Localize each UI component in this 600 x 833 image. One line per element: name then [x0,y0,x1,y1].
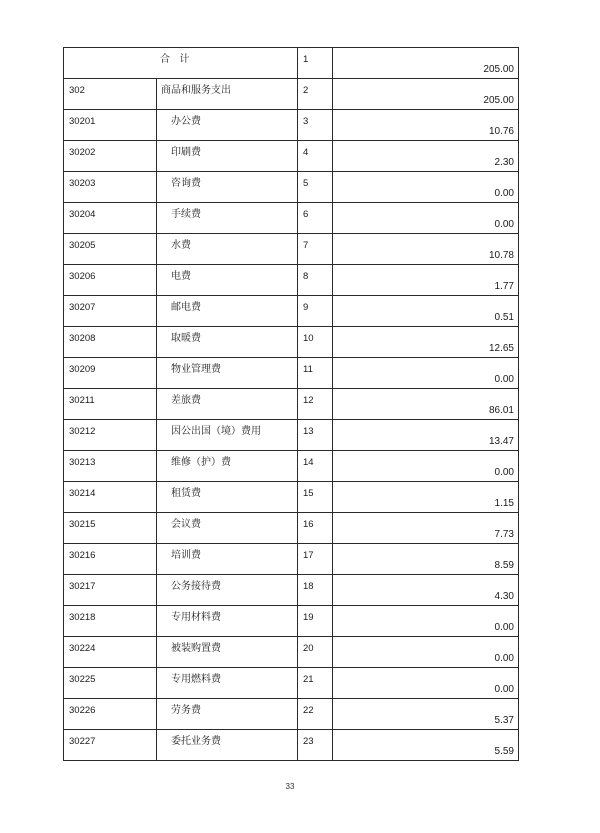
table-row [64,110,519,141]
table-row [64,606,519,637]
expense-item-name: 电费 [171,271,191,282]
line-number-cell [298,389,333,420]
table-row [64,296,519,327]
line-number: 2 [303,85,309,96]
account-code-cell [64,513,157,544]
expense-item-cell [157,203,298,234]
amount-cell [333,234,519,265]
account-code: 30217 [69,581,96,592]
amount-cell [333,637,519,668]
expenditure-table [63,47,519,761]
account-code: 30208 [69,333,96,344]
amount-value: 0.00 [494,622,514,633]
total-amount: 205.00 [483,64,514,75]
expense-item-name: 被装购置费 [171,643,221,654]
account-code: 30212 [69,426,96,437]
expense-item-cell [157,110,298,141]
page-number: 33 [285,782,295,791]
account-code-cell [64,203,157,234]
account-code: 30227 [69,736,96,747]
account-code: 30201 [69,116,96,127]
table-row [64,451,519,482]
amount-cell [333,699,519,730]
amount-cell [333,513,519,544]
expense-item-cell [157,699,298,730]
account-code-cell [64,296,157,327]
table-row [64,327,519,358]
expense-item-name: 水费 [171,240,191,251]
account-code-cell [64,141,157,172]
amount-cell [333,141,519,172]
line-number: 10 [303,333,314,344]
account-code-cell [64,730,157,761]
amount-value: 0.00 [494,684,514,695]
amount-value: 10.78 [488,250,514,261]
total-amount-cell [333,48,519,79]
expense-item-cell [157,482,298,513]
account-code-cell [64,699,157,730]
expense-item-name: 专用材料费 [171,612,221,623]
amount-value: 8.59 [494,560,514,571]
expense-item-name: 公务接待费 [171,581,221,592]
table-row [64,668,519,699]
line-number: 9 [303,302,309,313]
expense-item-cell [157,637,298,668]
total-line-number: 1 [303,54,309,65]
expense-item-name: 物业管理费 [171,364,221,375]
expense-item-cell [157,327,298,358]
line-number: 8 [303,271,309,282]
amount-value: 12.65 [488,343,514,354]
line-number-cell [298,265,333,296]
amount-cell [333,203,519,234]
line-number-cell [298,110,333,141]
expense-item-name: 培训费 [171,550,201,561]
amount-cell [333,79,519,110]
expense-item-name: 咨询费 [171,178,201,189]
total-row [64,48,519,79]
line-number-cell [298,513,333,544]
expense-item-name: 差旅费 [171,395,201,406]
amount-value: 0.00 [494,467,514,478]
amount-cell [333,110,519,141]
expense-item-cell [157,420,298,451]
account-code-cell [64,482,157,513]
account-code-cell [64,389,157,420]
expense-item-cell [157,575,298,606]
total-line-cell [298,48,333,79]
amount-cell [333,296,519,327]
amount-value: 2.30 [494,157,514,168]
table-row [64,79,519,110]
line-number-cell [298,79,333,110]
table-row [64,172,519,203]
line-number: 18 [303,581,314,592]
expense-item-cell [157,172,298,203]
expense-item-cell [157,79,298,110]
account-code-cell [64,420,157,451]
line-number: 19 [303,612,314,623]
account-code-cell [64,451,157,482]
expenditure-table-body [64,48,519,761]
line-number: 21 [303,674,314,685]
account-code-cell [64,110,157,141]
amount-value: 0.00 [494,188,514,199]
line-number-cell [298,606,333,637]
line-number: 3 [303,116,309,127]
line-number: 22 [303,705,314,716]
amount-value: 205.00 [483,95,514,106]
account-code-cell [64,606,157,637]
expense-item-cell [157,544,298,575]
table-row [64,141,519,172]
line-number-cell [298,668,333,699]
account-code: 30226 [69,705,96,716]
amount-value: 4.30 [494,591,514,602]
line-number: 7 [303,240,309,251]
amount-value: 0.00 [494,653,514,664]
amount-value: 1.77 [494,281,514,292]
table-row [64,234,519,265]
table-row [64,730,519,761]
expense-item-cell [157,265,298,296]
account-code: 30204 [69,209,96,220]
line-number-cell [298,637,333,668]
line-number-cell [298,544,333,575]
line-number: 13 [303,426,314,437]
account-code: 30211 [69,395,95,406]
expense-item-name: 因公出国（境）费用 [171,426,261,437]
account-code-cell [64,234,157,265]
account-code-cell [64,172,157,203]
line-number: 15 [303,488,314,499]
amount-value: 7.73 [494,529,514,540]
line-number: 17 [303,550,314,561]
amount-cell [333,172,519,203]
line-number-cell [298,203,333,234]
expense-item-cell [157,513,298,544]
account-code: 30202 [69,147,96,158]
amount-value: 5.59 [494,746,514,757]
table-row [64,203,519,234]
table-row [64,265,519,296]
expense-item-name: 商品和服务支出 [161,85,231,96]
amount-value: 10.76 [488,126,514,137]
amount-cell [333,730,519,761]
line-number-cell [298,234,333,265]
account-code-cell [64,668,157,699]
expense-item-name: 专用燃料费 [171,674,221,685]
expense-item-cell [157,141,298,172]
expense-item-name: 印刷费 [171,147,201,158]
account-code: 30218 [69,612,96,623]
expense-item-cell [157,234,298,265]
line-number-cell [298,699,333,730]
line-number: 5 [303,178,309,189]
amount-value: 13.47 [488,436,514,447]
table-row [64,358,519,389]
expense-item-name: 劳务费 [171,705,201,716]
expense-item-cell [157,389,298,420]
account-code-cell [64,358,157,389]
expense-item-cell [157,606,298,637]
line-number: 20 [303,643,314,654]
account-code: 302 [69,85,85,96]
table-row [64,637,519,668]
table-row [64,699,519,730]
amount-cell [333,668,519,699]
line-number-cell [298,358,333,389]
account-code: 30214 [69,488,96,499]
line-number: 16 [303,519,314,530]
expense-item-name: 办公费 [171,116,201,127]
table-row [64,420,519,451]
expense-item-cell [157,730,298,761]
line-number-cell [298,451,333,482]
line-number-cell [298,327,333,358]
line-number: 14 [303,457,314,468]
amount-cell [333,389,519,420]
amount-value: 0.00 [494,219,514,230]
amount-cell [333,327,519,358]
account-code-cell [64,637,157,668]
line-number-cell [298,482,333,513]
line-number: 4 [303,147,309,158]
line-number-cell [298,420,333,451]
table-row [64,482,519,513]
amount-cell [333,606,519,637]
amount-value: 0.51 [494,312,514,323]
table-row [64,513,519,544]
expense-item-name: 取暖费 [171,333,201,344]
account-code: 30209 [69,364,96,375]
account-code-cell [64,575,157,606]
table-row [64,544,519,575]
expense-item-name: 会议费 [171,519,201,530]
account-code: 30225 [69,674,96,685]
line-number-cell [298,141,333,172]
line-number: 11 [303,364,313,375]
amount-cell [333,358,519,389]
table-row [64,389,519,420]
expense-item-cell [157,296,298,327]
account-code: 30203 [69,178,96,189]
expense-item-name: 手续费 [171,209,201,220]
amount-cell [333,482,519,513]
line-number: 23 [303,736,314,747]
amount-value: 86.01 [488,405,514,416]
expense-item-name: 维修（护）费 [171,457,231,468]
line-number-cell [298,575,333,606]
account-code-cell [64,79,157,110]
total-label-cell [64,48,298,79]
account-code: 30205 [69,240,96,251]
account-code: 30224 [69,643,96,654]
amount-cell [333,420,519,451]
line-number-cell [298,296,333,327]
expense-item-name: 邮电费 [171,302,201,313]
account-code-cell [64,544,157,575]
line-number-cell [298,730,333,761]
amount-cell [333,544,519,575]
account-code: 30213 [69,457,96,468]
account-code: 30206 [69,271,96,282]
total-label: 合 计 [160,54,191,65]
amount-cell [333,575,519,606]
expense-item-cell [157,358,298,389]
account-code: 30215 [69,519,96,530]
account-code: 30207 [69,302,96,313]
expense-item-cell [157,451,298,482]
line-number: 12 [303,395,314,406]
account-code-cell [64,327,157,358]
line-number-cell [298,172,333,203]
amount-cell [333,451,519,482]
amount-value: 0.00 [494,374,514,385]
account-code: 30216 [69,550,96,561]
amount-value: 5.37 [494,715,514,726]
expense-item-cell [157,668,298,699]
account-code-cell [64,265,157,296]
expense-item-name: 租赁费 [171,488,201,499]
table-row [64,575,519,606]
line-number: 6 [303,209,309,220]
amount-cell [333,265,519,296]
expense-item-name: 委托业务费 [171,736,221,747]
amount-value: 1.15 [494,498,514,509]
